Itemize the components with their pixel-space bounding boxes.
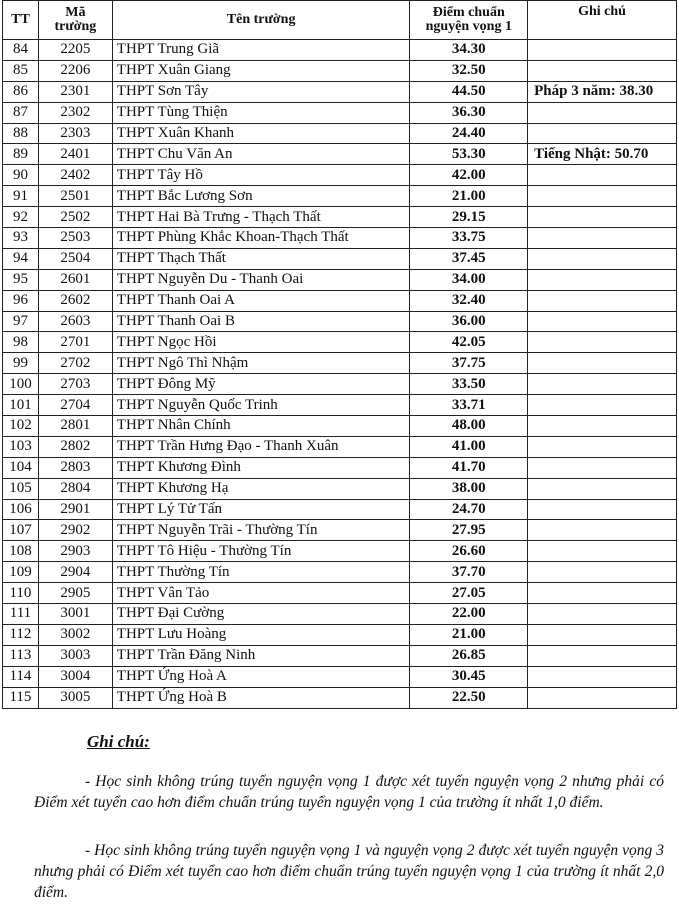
table-row: [3, 144, 677, 165]
note-paragraph: - Học sinh không trúng tuyển nguyện vọng 1 được xét tuyển nguyện vọng 2 nhưng phải có Điểm xét tuyển cao hơn điểm chuẩn trúng tuyển nguyện vọng 1 của trường ít nhất 1,0 điểm.: [34, 773, 664, 811]
row-ten-truong: THPT Tây Hồ: [112, 165, 410, 186]
row-ghi-chu: [528, 624, 677, 645]
row-ma-truong: 2804: [38, 478, 112, 499]
row-ma-truong: 2901: [38, 499, 112, 520]
row-ghi-chu: Tiếng Nhật: 50.70: [528, 144, 677, 165]
row-ma-truong: 2701: [38, 332, 112, 353]
row-ten-truong: THPT Xuân Khanh: [112, 123, 410, 144]
table-row: [3, 228, 677, 249]
row-ghi-chu: [528, 353, 677, 374]
table-row: [3, 583, 677, 604]
row-ma-truong: 3004: [38, 666, 112, 687]
row-diem-chuan: 38.00: [410, 478, 528, 499]
row-ghi-chu: [528, 207, 677, 228]
row-tt: 97: [3, 311, 39, 332]
row-ma-truong: 2603: [38, 311, 112, 332]
row-ghi-chu: [528, 457, 677, 478]
row-diem-chuan: 32.50: [410, 60, 528, 81]
header-tt: TT: [3, 1, 39, 40]
row-ten-truong: THPT Nguyễn Quốc Trinh: [112, 395, 410, 416]
row-ten-truong: THPT Sơn Tây: [112, 81, 410, 102]
row-tt: 98: [3, 332, 39, 353]
table-row: [3, 541, 677, 562]
table-row: [3, 457, 677, 478]
row-ma-truong: 2601: [38, 269, 112, 290]
row-tt: 93: [3, 228, 39, 249]
row-tt: 115: [3, 687, 39, 708]
header-ma-truong: Mã trường: [38, 1, 112, 40]
row-ghi-chu: [528, 562, 677, 583]
row-tt: 105: [3, 478, 39, 499]
row-ten-truong: THPT Trung Giã: [112, 40, 410, 61]
row-diem-chuan: 29.15: [410, 207, 528, 228]
row-diem-chuan: 36.00: [410, 311, 528, 332]
row-ghi-chu: [528, 123, 677, 144]
row-ghi-chu: [528, 290, 677, 311]
row-tt: 95: [3, 269, 39, 290]
row-ten-truong: THPT Nhân Chính: [112, 416, 410, 437]
row-tt: 100: [3, 374, 39, 395]
row-tt: 90: [3, 165, 39, 186]
table-row: [3, 248, 677, 269]
row-tt: 89: [3, 144, 39, 165]
table-row: [3, 207, 677, 228]
row-tt: 106: [3, 499, 39, 520]
row-ma-truong: 3002: [38, 624, 112, 645]
row-ghi-chu: [528, 541, 677, 562]
table-row: [3, 687, 677, 708]
row-ma-truong: 2502: [38, 207, 112, 228]
notes-title: Ghi chú:: [87, 732, 150, 751]
row-ghi-chu: [528, 645, 677, 666]
table-row: [3, 353, 677, 374]
row-ten-truong: THPT Ứng Hoà A: [112, 666, 410, 687]
row-ma-truong: 2401: [38, 144, 112, 165]
row-ma-truong: 2803: [38, 457, 112, 478]
row-ten-truong: THPT Thanh Oai B: [112, 311, 410, 332]
row-ghi-chu: [528, 311, 677, 332]
table-row: [3, 374, 677, 395]
row-ten-truong: THPT Lưu Hoàng: [112, 624, 410, 645]
table-row: [3, 416, 677, 437]
table-row: [3, 186, 677, 207]
row-tt: 96: [3, 290, 39, 311]
row-tt: 85: [3, 60, 39, 81]
row-diem-chuan: 37.70: [410, 562, 528, 583]
table-header-row: [3, 1, 677, 40]
row-ghi-chu: [528, 60, 677, 81]
row-ghi-chu: [528, 478, 677, 499]
row-ma-truong: 2703: [38, 374, 112, 395]
table-row: [3, 645, 677, 666]
row-diem-chuan: 36.30: [410, 102, 528, 123]
row-ten-truong: THPT Tùng Thiện: [112, 102, 410, 123]
row-tt: 88: [3, 123, 39, 144]
row-tt: 101: [3, 395, 39, 416]
table-row: [3, 436, 677, 457]
row-diem-chuan: 22.00: [410, 604, 528, 625]
row-diem-chuan: 27.95: [410, 520, 528, 541]
row-ten-truong: THPT Xuân Giang: [112, 60, 410, 81]
row-ten-truong: THPT Ngô Thì Nhậm: [112, 353, 410, 374]
row-ten-truong: THPT Thạch Thất: [112, 248, 410, 269]
row-tt: 92: [3, 207, 39, 228]
row-ma-truong: 2801: [38, 416, 112, 437]
header-ghi-chu: Ghi chú: [528, 1, 677, 40]
row-tt: 87: [3, 102, 39, 123]
row-ghi-chu: [528, 40, 677, 61]
row-diem-chuan: 30.45: [410, 666, 528, 687]
row-ma-truong: 2206: [38, 60, 112, 81]
row-ghi-chu: [528, 332, 677, 353]
row-diem-chuan: 42.05: [410, 332, 528, 353]
row-ghi-chu: [528, 604, 677, 625]
row-diem-chuan: 26.60: [410, 541, 528, 562]
row-ma-truong: 2303: [38, 123, 112, 144]
table-row: [3, 604, 677, 625]
row-diem-chuan: 34.30: [410, 40, 528, 61]
table-row: [3, 520, 677, 541]
row-ghi-chu: [528, 583, 677, 604]
row-tt: 111: [3, 604, 39, 625]
table-row: [3, 478, 677, 499]
row-diem-chuan: 26.85: [410, 645, 528, 666]
row-ten-truong: THPT Trần Hưng Đạo - Thanh Xuân: [112, 436, 410, 457]
table-row: [3, 562, 677, 583]
row-ma-truong: 2802: [38, 436, 112, 457]
row-tt: 103: [3, 436, 39, 457]
row-ma-truong: 2905: [38, 583, 112, 604]
row-ghi-chu: [528, 269, 677, 290]
row-diem-chuan: 48.00: [410, 416, 528, 437]
row-ma-truong: 3005: [38, 687, 112, 708]
table-row: [3, 666, 677, 687]
row-tt: 109: [3, 562, 39, 583]
row-tt: 84: [3, 40, 39, 61]
row-ten-truong: THPT Khương Đình: [112, 457, 410, 478]
table-row: [3, 60, 677, 81]
table-row: [3, 40, 677, 61]
row-diem-chuan: 41.70: [410, 457, 528, 478]
table-row: [3, 332, 677, 353]
row-ghi-chu: [528, 687, 677, 708]
row-ma-truong: 2503: [38, 228, 112, 249]
row-tt: 107: [3, 520, 39, 541]
row-ghi-chu: Pháp 3 năm: 38.30: [528, 81, 677, 102]
row-tt: 104: [3, 457, 39, 478]
row-ghi-chu: [528, 248, 677, 269]
row-diem-chuan: 41.00: [410, 436, 528, 457]
row-ma-truong: 2902: [38, 520, 112, 541]
row-ghi-chu: [528, 102, 677, 123]
row-ten-truong: THPT Khương Hạ: [112, 478, 410, 499]
row-ten-truong: THPT Lý Tử Tấn: [112, 499, 410, 520]
row-ghi-chu: [528, 165, 677, 186]
row-ghi-chu: [528, 666, 677, 687]
row-diem-chuan: 33.50: [410, 374, 528, 395]
row-ten-truong: THPT Nguyễn Du - Thanh Oai: [112, 269, 410, 290]
row-ten-truong: THPT Đông Mỹ: [112, 374, 410, 395]
row-diem-chuan: 37.45: [410, 248, 528, 269]
table-row: [3, 499, 677, 520]
row-ten-truong: THPT Tô Hiệu - Thường Tín: [112, 541, 410, 562]
header-diem-chuan: Điểm chuẩn nguyện vọng 1: [410, 1, 528, 40]
row-ghi-chu: [528, 520, 677, 541]
row-ghi-chu: [528, 499, 677, 520]
row-tt: 112: [3, 624, 39, 645]
row-ma-truong: 2402: [38, 165, 112, 186]
row-ma-truong: 2301: [38, 81, 112, 102]
row-diem-chuan: 37.75: [410, 353, 528, 374]
row-tt: 94: [3, 248, 39, 269]
row-ten-truong: THPT Nguyễn Trãi - Thường Tín: [112, 520, 410, 541]
row-tt: 108: [3, 541, 39, 562]
row-ma-truong: 2602: [38, 290, 112, 311]
row-tt: 113: [3, 645, 39, 666]
row-ten-truong: THPT Ứng Hoà B: [112, 687, 410, 708]
row-ten-truong: THPT Thanh Oai A: [112, 290, 410, 311]
row-ma-truong: 2904: [38, 562, 112, 583]
table-row: [3, 102, 677, 123]
table-row: [3, 290, 677, 311]
row-ghi-chu: [528, 416, 677, 437]
row-ten-truong: THPT Đại Cường: [112, 604, 410, 625]
row-ma-truong: 3001: [38, 604, 112, 625]
row-ghi-chu: [528, 395, 677, 416]
row-ten-truong: THPT Trần Đăng Ninh: [112, 645, 410, 666]
row-ten-truong: THPT Hai Bà Trưng - Thạch Thất: [112, 207, 410, 228]
row-ghi-chu: [528, 374, 677, 395]
row-ten-truong: THPT Bắc Lương Sơn: [112, 186, 410, 207]
row-diem-chuan: 33.75: [410, 228, 528, 249]
table-row: [3, 395, 677, 416]
note-paragraph: - Học sinh không trúng tuyển nguyện vọng 1 và nguyện vọng 2 được xét tuyển nguyện vọng 3 nhưng phải có Điểm xét tuyển cao hơn điểm chuẩn trúng tuyển nguyện vọng 1 của trường ít nhất 2,0 điểm.: [34, 842, 664, 901]
row-diem-chuan: 27.05: [410, 583, 528, 604]
row-ghi-chu: [528, 436, 677, 457]
table-row: [3, 123, 677, 144]
row-tt: 102: [3, 416, 39, 437]
row-diem-chuan: 24.40: [410, 123, 528, 144]
row-diem-chuan: 21.00: [410, 624, 528, 645]
row-diem-chuan: 34.00: [410, 269, 528, 290]
row-ma-truong: 2501: [38, 186, 112, 207]
row-ma-truong: 3003: [38, 645, 112, 666]
row-ma-truong: 2504: [38, 248, 112, 269]
row-ma-truong: 2702: [38, 353, 112, 374]
row-tt: 99: [3, 353, 39, 374]
row-ma-truong: 2704: [38, 395, 112, 416]
row-tt: 114: [3, 666, 39, 687]
admission-scores-table: [2, 0, 677, 709]
row-ten-truong: THPT Vân Tảo: [112, 583, 410, 604]
table-row: [3, 311, 677, 332]
row-ghi-chu: [528, 228, 677, 249]
table-row: [3, 269, 677, 290]
row-diem-chuan: 33.71: [410, 395, 528, 416]
row-ten-truong: THPT Chu Văn An: [112, 144, 410, 165]
row-tt: 110: [3, 583, 39, 604]
header-ten-truong: Tên trường: [112, 1, 410, 40]
row-ma-truong: 2903: [38, 541, 112, 562]
table-row: [3, 81, 677, 102]
row-diem-chuan: 44.50: [410, 81, 528, 102]
table-row: [3, 624, 677, 645]
row-tt: 86: [3, 81, 39, 102]
row-ghi-chu: [528, 186, 677, 207]
row-diem-chuan: 24.70: [410, 499, 528, 520]
row-ten-truong: THPT Phùng Khắc Khoan-Thạch Thất: [112, 228, 410, 249]
row-diem-chuan: 21.00: [410, 186, 528, 207]
row-diem-chuan: 32.40: [410, 290, 528, 311]
row-ma-truong: 2205: [38, 40, 112, 61]
row-ten-truong: THPT Thường Tín: [112, 562, 410, 583]
row-ten-truong: THPT Ngọc Hồi: [112, 332, 410, 353]
row-diem-chuan: 42.00: [410, 165, 528, 186]
row-tt: 91: [3, 186, 39, 207]
row-ma-truong: 2302: [38, 102, 112, 123]
table-row: [3, 165, 677, 186]
row-diem-chuan: 53.30: [410, 144, 528, 165]
row-diem-chuan: 22.50: [410, 687, 528, 708]
